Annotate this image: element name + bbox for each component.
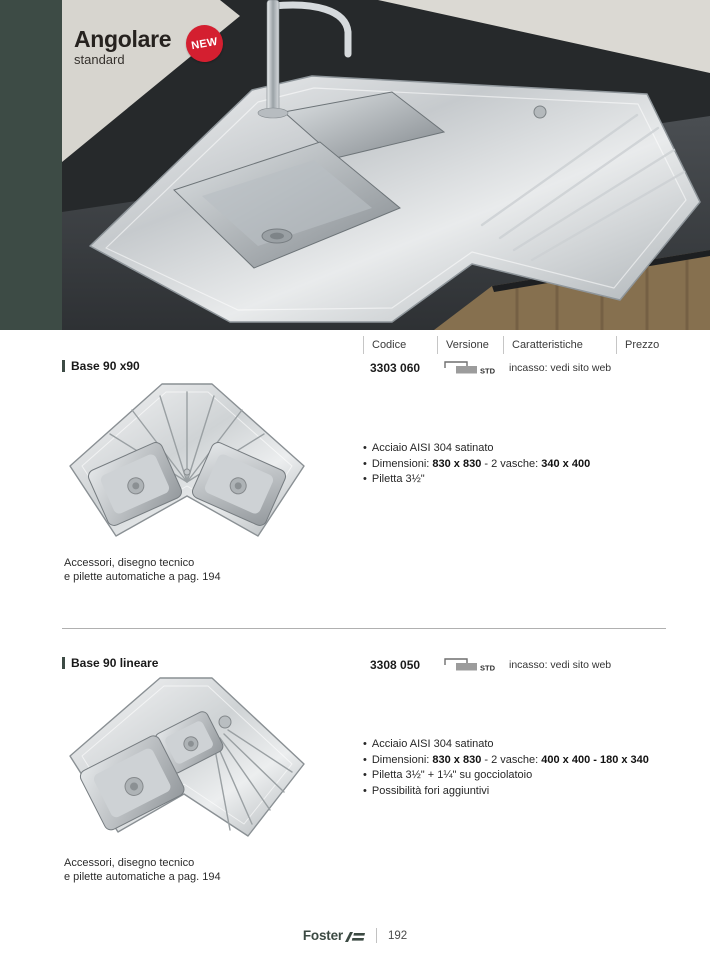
product-2-version — [443, 653, 501, 678]
section-bar — [62, 360, 65, 372]
product-2-note — [64, 856, 221, 884]
note-line: Accessori, disegno tecnico — [64, 557, 195, 569]
product-1-features — [363, 441, 590, 488]
foster-brand — [303, 928, 365, 943]
page-subtitle: standard — [74, 52, 125, 67]
column-header-versione: Versione — [437, 336, 489, 354]
product-2-image — [62, 666, 312, 844]
page-footer — [0, 928, 710, 943]
product-2-name: Base 90 lineare — [71, 656, 159, 670]
feature-item: • Acciaio AISI 304 satinato — [363, 737, 649, 753]
feature-item: • Dimensioni: 830 x 830 - 2 vasche: 340 x 400 — [363, 457, 590, 473]
foster-brand-text: Foster — [302, 928, 343, 943]
hero-section — [0, 0, 710, 330]
page-title: Angolare — [74, 26, 172, 52]
product-1-code: 3303 060 — [370, 361, 421, 375]
column-header-prezzo: Prezzo — [616, 336, 659, 354]
footer-divider — [376, 928, 377, 943]
std-label: STD — [480, 663, 495, 673]
feature-item: • Piletta 3½" + 1¼" su gocciolatoio — [363, 768, 649, 784]
std-label: STD — [480, 366, 495, 376]
new-badge-label: NEW — [190, 35, 219, 52]
std-mount-icon — [443, 356, 501, 376]
product-1-name: Base 90 x90 — [71, 359, 140, 373]
product-1-caratteristiche: incasso: vedi sito web — [509, 362, 612, 374]
product-1-version — [443, 356, 501, 381]
note-line: e pilette automatiche a pag. 194 — [64, 871, 221, 883]
product-2-caratteristiche: incasso: vedi sito web — [509, 659, 612, 671]
product-1-title — [62, 359, 140, 373]
note-line: Accessori, disegno tecnico — [64, 857, 195, 869]
foster-logo-mark — [345, 931, 365, 943]
feature-item: • Piletta 3½" — [363, 472, 590, 488]
product-1-note — [64, 556, 221, 584]
column-header-codice: Codice — [363, 336, 406, 354]
product-2-code: 3308 050 — [370, 658, 421, 672]
product-2-features — [363, 737, 649, 799]
feature-item: • Possibilità fori aggiuntivi — [363, 784, 649, 800]
note-line: e pilette automatiche a pag. 194 — [64, 571, 221, 583]
product-1-image — [62, 372, 312, 544]
left-color-band — [0, 0, 62, 330]
page-number: 192 — [387, 929, 408, 942]
std-mount-icon — [443, 653, 501, 673]
section-divider — [62, 628, 666, 629]
feature-item: • Acciaio AISI 304 satinato — [363, 441, 590, 457]
column-header-caratteristiche: Caratteristiche — [503, 336, 583, 354]
feature-item: • Dimensioni: 830 x 830 - 2 vasche: 400 x 400 - 180 x 340 — [363, 753, 649, 769]
